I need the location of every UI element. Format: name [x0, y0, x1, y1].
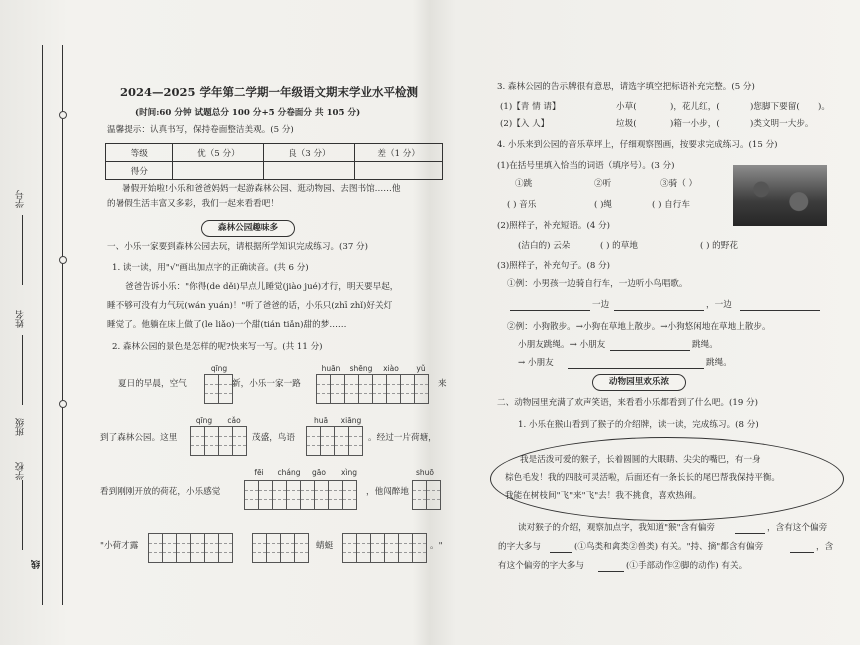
q4-blank[interactable]: ( ) 音乐	[507, 200, 537, 210]
answer-line[interactable]	[550, 552, 572, 553]
q4-1-heading: (1)在括号里填入恰当的词语（填序号）。(3 分)	[497, 161, 675, 171]
writing-cell[interactable]	[356, 533, 371, 563]
passage-text: 。"	[430, 541, 443, 551]
binding-hole	[59, 111, 67, 119]
binding-hole	[59, 256, 67, 264]
writing-cell[interactable]	[244, 480, 259, 510]
q4-2-heading: (2)照样子，补充短语。(4 分)	[497, 221, 611, 231]
q4-blank[interactable]: ( )绳	[594, 200, 613, 210]
label-number: 学号	[16, 190, 26, 208]
q3-text: 垃圾(	[616, 119, 637, 129]
q4-3-example-1: ①例：小男孩一边骑自行车，一边听小鸟唱歌。	[507, 279, 688, 289]
writing-cell[interactable]	[176, 533, 191, 563]
q4-3-fill: ，一边	[706, 300, 732, 310]
q4-option: ②听	[594, 179, 612, 189]
writing-cell[interactable]	[398, 533, 413, 563]
q3-text: )您脚下要留(	[750, 102, 800, 112]
answer-line[interactable]	[614, 310, 704, 311]
score-cell[interactable]	[355, 162, 443, 180]
pinyin-hint: huān	[321, 364, 341, 373]
q4-option: ①跳	[515, 179, 533, 189]
writing-cell[interactable]	[370, 533, 385, 563]
writing-grid[interactable]	[316, 374, 428, 404]
writing-cell[interactable]	[372, 374, 387, 404]
writing-cell[interactable]	[384, 533, 399, 563]
q3-text: 小草(	[616, 102, 637, 112]
section-pill-forest: 森林公园趣味多	[201, 220, 295, 237]
writing-cell[interactable]	[286, 480, 301, 510]
writing-cell[interactable]	[348, 426, 363, 456]
writing-grid[interactable]	[244, 480, 356, 510]
q4-2-blank[interactable]: ( ) 的草地	[600, 241, 638, 251]
writing-cell[interactable]	[218, 533, 233, 563]
pinyin-hint: shuō	[415, 468, 434, 477]
writing-cell[interactable]	[190, 426, 205, 456]
passage-text: 蜻蜓	[316, 541, 334, 551]
q3-row2: (2)【入 人】	[500, 119, 550, 129]
label-school: 学校	[16, 462, 26, 480]
writing-cell[interactable]	[162, 533, 177, 563]
intro-line-2: 的暑假生活丰富又多彩，我们一起来看看吧！	[107, 199, 279, 209]
pinyin-hint: cháng	[277, 468, 301, 477]
writing-cell[interactable]	[300, 480, 315, 510]
intro-line-1: 暑假开始啦!小乐和爸爸妈妈一起游森林公园、逛动物园、去图书馆……他	[122, 184, 401, 194]
writing-grid[interactable]	[148, 533, 232, 563]
writing-cell[interactable]	[258, 480, 273, 510]
answer-line[interactable]	[510, 310, 590, 311]
answer-line[interactable]	[568, 368, 704, 369]
writing-cell[interactable]	[426, 480, 441, 510]
q1-heading: 1. 读一读，用"√"画出加点字的正确读音。(共 6 分)	[112, 263, 309, 273]
q4-option: ③骑（ ）	[660, 179, 698, 189]
writing-cell[interactable]	[190, 533, 205, 563]
writing-grid[interactable]	[412, 480, 440, 510]
q4-2-blank[interactable]: ( ) 的野花	[700, 241, 738, 251]
binding-line-outer	[42, 45, 43, 605]
writing-cell[interactable]	[314, 480, 329, 510]
school-blank[interactable]	[22, 480, 23, 550]
table-cell: 差（1 分）	[355, 144, 443, 162]
answer-line[interactable]	[735, 533, 765, 534]
q3-text: )，花儿红，(	[670, 102, 720, 112]
answer-line[interactable]	[610, 350, 690, 351]
passage-text: 夏日的早晨，空气	[118, 379, 187, 389]
q3-text: )类文明一大步。	[750, 119, 814, 129]
q1-line-3: 睡觉了。他躺在床上做了(le liǎo)一个甜(tián tiǎn)甜的梦……	[107, 320, 347, 330]
passage-text: "小荷才露	[100, 541, 139, 551]
pinyin-hint: shēng	[349, 364, 373, 373]
reminder: 温馨提示：认真书写，保持卷面整洁美观。(5 分)	[107, 125, 294, 135]
writing-cell[interactable]	[252, 533, 267, 563]
exam-title: 2024—2025 学年第二学期一年级语文期末学业水平检测	[120, 85, 419, 99]
writing-cell[interactable]	[334, 426, 349, 456]
q4-3-example-2: ②例：小狗散步。→小狗在草地上散步。→小狗悠闲地在草地上散步。	[507, 322, 771, 332]
writing-cell[interactable]	[294, 533, 309, 563]
writing-cell[interactable]	[414, 374, 429, 404]
answer-line[interactable]	[740, 310, 820, 311]
q3-text: )。	[818, 102, 830, 112]
passage-text: 来	[438, 379, 447, 389]
writing-grid[interactable]	[342, 533, 426, 563]
writing-cell[interactable]	[358, 374, 373, 404]
score-cell[interactable]	[264, 162, 355, 180]
pinyin-hint: xiāng	[340, 416, 362, 425]
writing-cell[interactable]	[330, 374, 345, 404]
writing-cell[interactable]	[204, 374, 219, 404]
monkey-sign-line: 我能在树枝间"飞"来"飞"去！我不挑食，喜欢热闹。	[505, 491, 702, 501]
passage-text: ，他闯醉地	[366, 487, 409, 497]
label-line: 线	[32, 560, 42, 569]
writing-cell[interactable]	[232, 426, 247, 456]
s2-q1-heading: 1. 小乐在猴山看到了猴子的介绍牌，读一读，完成练习。(8 分)	[518, 420, 759, 430]
writing-cell[interactable]	[280, 533, 295, 563]
monkey-sign-line: 棕色毛发！我的四肢可灵活啦，后面还有一条长长的尾巴帮我保持平衡。	[505, 473, 781, 483]
table-row	[106, 162, 443, 180]
writing-grid[interactable]	[306, 426, 362, 456]
answer-line[interactable]	[790, 552, 814, 553]
q4-3-line: 跳绳。	[692, 340, 718, 350]
writing-cell[interactable]	[204, 426, 219, 456]
writing-cell[interactable]	[400, 374, 415, 404]
q4-heading: 4. 小乐来到公园的音乐草坪上，仔细观察图画，按要求完成练习。(15 分)	[497, 140, 778, 150]
label-name: 姓名	[16, 310, 26, 328]
q4-2-example: (洁白的) 云朵	[518, 241, 571, 251]
writing-cell[interactable]	[316, 374, 331, 404]
q4-3-line: 跳绳。	[706, 358, 732, 368]
writing-cell[interactable]	[344, 374, 359, 404]
passage-text: 新，小乐一家一路	[232, 379, 301, 389]
q3-text: )箱一小步，(	[670, 119, 720, 129]
s2-paragraph: 有这个偏旁的字大多与	[498, 561, 584, 571]
table-cell: 等级	[106, 144, 173, 162]
answer-line[interactable]	[598, 571, 624, 572]
q3-row1: (1)【青 情 请】	[500, 102, 561, 112]
s2-paragraph: 读对猴子的介绍，观察加点字，我知道"猴"含有偏旁	[518, 523, 715, 533]
writing-cell[interactable]	[342, 533, 357, 563]
q1-line-1: 爸爸告诉小乐："你得(de děi)早点儿睡觉(jiào jué)才行，明天要早起，	[125, 282, 399, 292]
writing-cell[interactable]	[272, 480, 287, 510]
q4-3-line: 小朋友跳绳。→ 小朋友	[518, 340, 606, 350]
pinyin-hint: xìng	[340, 468, 358, 477]
passage-text: 看到刚刚开放的荷花，小乐感觉	[100, 487, 221, 497]
pinyin-hint: yǔ	[416, 364, 426, 373]
writing-cell[interactable]	[218, 374, 233, 404]
q3-heading: 3. 森林公园的告示牌很有意思，请选字填空把标语补充完整。(5 分)	[497, 82, 755, 92]
number-blank[interactable]	[22, 215, 23, 285]
table-cell: 得分	[106, 162, 173, 180]
q2-heading: 2. 森林公园的景色是怎样的呢?快来写一写。(共 11 分)	[112, 342, 323, 352]
section2-heading: 二、动物园里充满了欢声笑语，来看看小乐都看到了什么吧。(19 分)	[497, 398, 758, 408]
s2-paragraph: (①鸟类和禽类②兽类) 有关。"持、摘"都含有偏旁	[574, 542, 764, 552]
writing-cell[interactable]	[148, 533, 163, 563]
section-pill-zoo: 动物园里欢乐浓	[592, 374, 686, 391]
pinyin-hint: xiào	[383, 364, 399, 373]
pinyin-hint: qīng	[195, 416, 213, 425]
s2-paragraph: (①手部动作②脚的动作) 有关。	[626, 561, 748, 571]
q4-3-heading: (3)照样子，补充句子。(8 分)	[497, 261, 611, 271]
writing-cell[interactable]	[218, 426, 233, 456]
exam-subtitle: (时间:60 分钟 试题总分 100 分+5 分卷面分 共 105 分)	[135, 108, 361, 118]
binding-line-inner	[62, 45, 63, 605]
writing-grid[interactable]	[204, 374, 232, 404]
passage-text: 。经过一片荷塘，	[368, 433, 437, 443]
pinyin-hint: cǎo	[227, 416, 241, 425]
section1-heading: 一、小乐一家要到森林公园去玩，请根据所学知识完成练习。(37 分)	[107, 242, 368, 252]
table-row	[106, 144, 443, 162]
monkey-sign-line: 我是活泼可爱的猴子，长着圆圆的大眼睛、尖尖的嘴巴，有一身	[520, 455, 761, 465]
writing-cell[interactable]	[386, 374, 401, 404]
pinyin-hint: qīng	[210, 364, 228, 373]
writing-grid[interactable]	[190, 426, 246, 456]
s2-paragraph: 的字大多与	[498, 542, 541, 552]
pinyin-hint: fēi	[254, 468, 264, 477]
writing-cell[interactable]	[204, 533, 219, 563]
s2-paragraph: ，含有这个偏旁	[767, 523, 828, 533]
writing-cell[interactable]	[266, 533, 281, 563]
name-blank[interactable]	[22, 335, 23, 405]
table-cell: 良（3 分）	[264, 144, 355, 162]
writing-cell[interactable]	[328, 480, 343, 510]
score-cell[interactable]	[173, 162, 264, 180]
writing-cell[interactable]	[412, 533, 427, 563]
passage-text: 茂盛，鸟语	[252, 433, 295, 443]
writing-cell[interactable]	[320, 426, 335, 456]
pinyin-hint: huā	[313, 416, 329, 425]
writing-cell[interactable]	[412, 480, 427, 510]
writing-grid[interactable]	[252, 533, 308, 563]
label-class: 班级	[16, 418, 26, 436]
q4-3-line: → 小朋友	[518, 358, 554, 368]
q4-blank[interactable]: ( ) 自行车	[652, 200, 690, 210]
passage-text: 到了森林公园。这里	[100, 433, 178, 443]
writing-cell[interactable]	[342, 480, 357, 510]
s2-paragraph: ，含	[816, 542, 834, 552]
q1-line-2: 睡不够可没有力气玩(wán yuán)！"听了爸爸的话，小乐只(zhī zhǐ)好关灯	[107, 301, 393, 311]
pinyin-hint: gāo	[312, 468, 326, 477]
table-cell: 优（5 分）	[173, 144, 264, 162]
park-illustration	[733, 165, 827, 226]
grade-table	[105, 143, 443, 180]
binding-hole	[59, 400, 67, 408]
writing-cell[interactable]	[306, 426, 321, 456]
q4-3-fill: 一边	[592, 300, 610, 310]
